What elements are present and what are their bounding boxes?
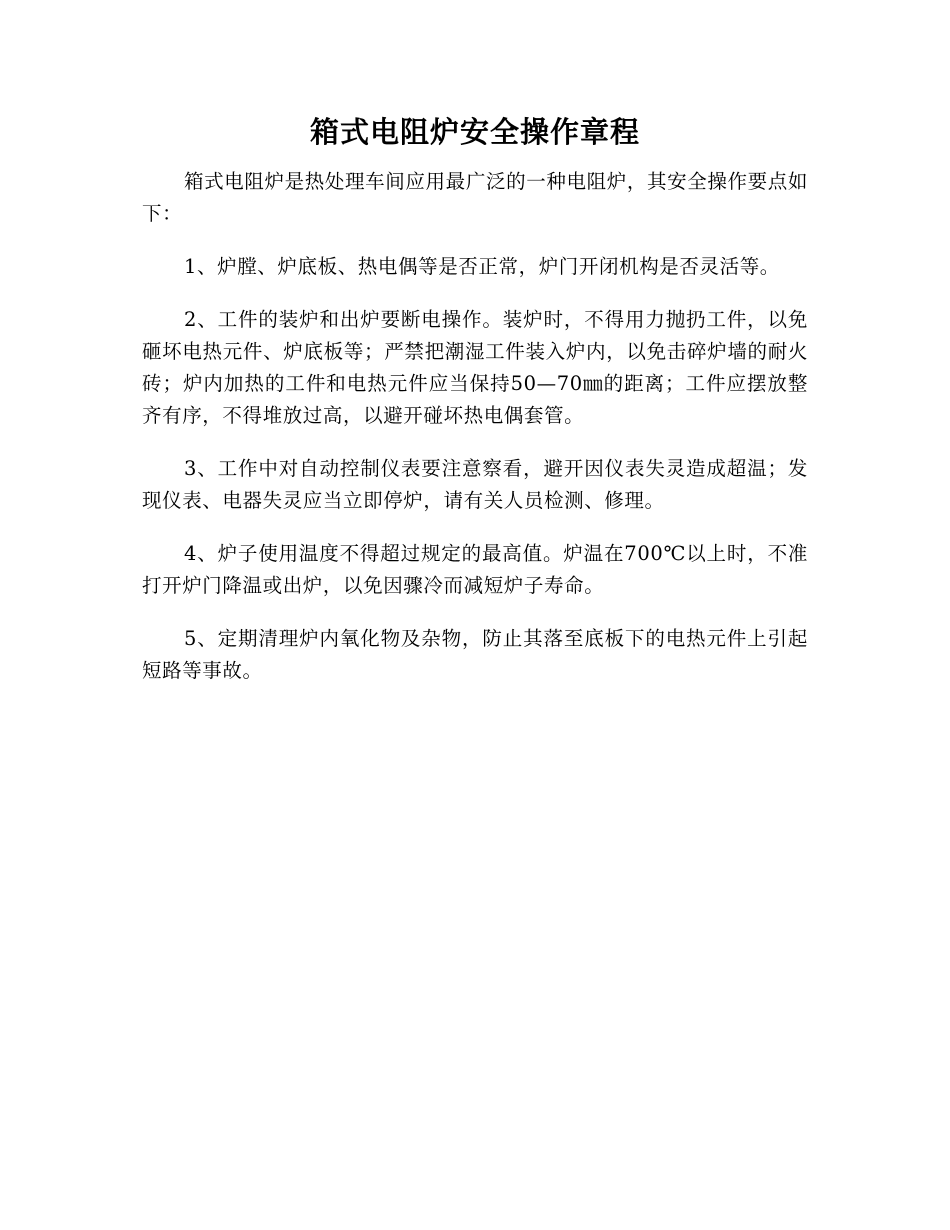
paragraph-item-1: 1、炉膛、炉底板、热电偶等是否正常，炉门开闭机构是否灵活等。 [184, 255, 780, 278]
paragraph-item-2: 2、工件的装炉和出炉要断电操作。装炉时，不得用力抛扔工件，以免砸坏电热元件、炉底板等；严禁把潮湿工件装入炉内，以免击碎炉墙的耐火砖；炉内加热的工件和电热元件应当保持50—70㎜的距离；工件应摆放整齐有序，不得堆放过高，以避开碰坏热电偶套管。 [142, 308, 808, 427]
paragraph-item-5: 5、定期清理炉内氧化物及杂物，防止其落至底板下的电热元件上引起短路等事故。 [142, 627, 808, 682]
paragraph-item-3: 3、工作中对自动控制仪表要注意察看，避开因仪表失灵造成超温；发现仪表、电器失灵应当立即停炉，请有关人员检测、修理。 [142, 457, 808, 512]
paragraph-item-4: 4、炉子使用温度不得超过规定的最高值。炉温在700℃以上时，不准打开炉门降温或出炉，以免因骤冷而减短炉子寿命。 [142, 542, 808, 597]
paragraph-intro: 箱式电阻炉是热处理车间应用最广泛的一种电阻炉，其安全操作要点如下： [142, 170, 808, 225]
document-body [142, 166, 808, 708]
document-title: 箱式电阻炉安全操作章程 [309, 115, 640, 149]
